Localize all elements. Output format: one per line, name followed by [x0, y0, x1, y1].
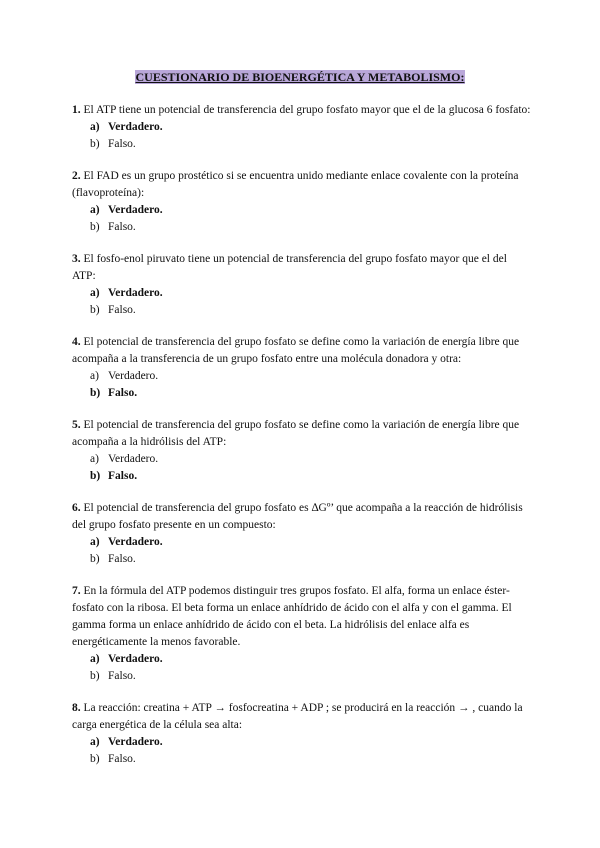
question-text-line: [72, 251, 532, 285]
option-text: Verdadero.: [108, 736, 163, 748]
option-letter: b): [90, 470, 101, 482]
option-text: Falso.: [108, 387, 138, 399]
answer-option: [90, 668, 532, 685]
question-text: El fosfo-enol piruvato tiene un potencial de transferencia del grupo fosfato mayor que el del ATP:: [72, 253, 507, 282]
question-text: El potencial de transferencia del grupo fosfato se define como la variación de energía libre que acompaña a la hidrólisis del ATP:: [72, 419, 520, 448]
option-text: Verdadero.: [108, 370, 159, 382]
option-letter: a): [90, 121, 100, 133]
option-text: Falso.: [108, 553, 136, 565]
question-text-line: [72, 334, 532, 368]
question-text-line: [72, 168, 532, 202]
option-letter: a): [90, 453, 99, 465]
option-letter: a): [90, 204, 100, 216]
option-letter: b): [90, 387, 101, 399]
option-text: Verdadero.: [108, 204, 163, 216]
option-letter: b): [90, 553, 100, 565]
question-text-line: [72, 700, 532, 734]
option-letter: b): [90, 138, 100, 150]
option-letter: b): [90, 221, 100, 233]
answer-option: [90, 534, 532, 551]
answer-option: [90, 302, 532, 319]
question-text: En la fórmula del ATP podemos distinguir tres grupos fosfato. El alfa, forma un enlace éster-fosfato con la ribosa. El beta forma un enlace anhídrido de ácido con el alfa y con el gamma. El gamma forma un enlace anhídrido de ácido con el beta. La hidrólisis del enlace alfa es energéticamente la menos favorable.: [72, 585, 512, 648]
question-text-line: [72, 417, 532, 451]
option-letter: b): [90, 753, 100, 765]
question-text: La reacción: creatina + ATP → fosfocreatina + ADP ; se producirá en la reacción → , cuando la carga energética de la célula sea alta:: [72, 702, 523, 731]
answer-option: [90, 734, 532, 751]
option-text: Falso.: [108, 138, 136, 150]
question-block: [72, 168, 532, 236]
answer-option: [90, 136, 532, 153]
option-text: Verdadero.: [108, 536, 163, 548]
question-block: [72, 700, 532, 768]
question-number: 4.: [72, 336, 81, 348]
option-text: Falso.: [108, 670, 136, 682]
option-letter: b): [90, 304, 100, 316]
question-block: [72, 334, 532, 402]
question-text: El potencial de transferencia del grupo fosfato se define como la variación de energía libre que acompaña a la transferencia de un grupo fosfato entre una molécula donadora y otra:: [72, 336, 520, 365]
question-number: 5.: [72, 419, 81, 431]
question-text: El potencial de transferencia del grupo fosfato es ∆Gº’ que acompaña a la reacción de hidrólisis del grupo fosfato presente en un compuesto:: [72, 502, 523, 531]
option-text: Falso.: [108, 753, 136, 765]
option-letter: a): [90, 653, 100, 665]
question-list: [72, 102, 532, 768]
question-text: El FAD es un grupo prostético si se encuentra unido mediante enlace covalente con la proteína (flavoproteína):: [72, 170, 519, 199]
option-text: Falso.: [108, 304, 136, 316]
option-letter: a): [90, 287, 100, 299]
document-title-text: CUESTIONARIO DE BIOENERGÉTICA Y METABOLISMO:: [135, 70, 465, 84]
question-text-line: [72, 500, 532, 534]
answer-option: [90, 285, 532, 302]
answer-option: [90, 368, 532, 385]
option-text: Verdadero.: [108, 287, 163, 299]
option-letter: a): [90, 536, 100, 548]
document-title: [0, 70, 600, 85]
question-text-line: [72, 102, 532, 119]
question-text: El ATP tiene un potencial de transferencia del grupo fosfato mayor que el de la glucosa 6 fosfato:: [83, 104, 531, 116]
question-block: [72, 251, 532, 319]
answer-option: [90, 202, 532, 219]
option-text: Falso.: [108, 470, 138, 482]
option-letter: a): [90, 736, 100, 748]
question-number: 8.: [72, 702, 81, 714]
answer-option: [90, 451, 532, 468]
answer-option: [90, 119, 532, 136]
question-number: 3.: [72, 253, 81, 265]
answer-option: [90, 651, 532, 668]
question-number: 1.: [72, 104, 81, 116]
answer-option: [90, 219, 532, 236]
question-text-line: [72, 583, 532, 651]
question-number: 2.: [72, 170, 81, 182]
option-letter: b): [90, 670, 100, 682]
option-letter: a): [90, 370, 99, 382]
option-text: Verdadero.: [108, 453, 159, 465]
question-block: [72, 583, 532, 685]
question-block: [72, 102, 532, 153]
question-block: [72, 417, 532, 485]
question-number: 6.: [72, 502, 81, 514]
option-text: Verdadero.: [108, 653, 163, 665]
question-number: 7.: [72, 585, 81, 597]
question-block: [72, 500, 532, 568]
answer-option: [90, 751, 532, 768]
option-text: Falso.: [108, 221, 136, 233]
answer-option: [90, 551, 532, 568]
answer-option: [90, 468, 532, 485]
answer-option: [90, 385, 532, 402]
option-text: Verdadero.: [108, 121, 163, 133]
